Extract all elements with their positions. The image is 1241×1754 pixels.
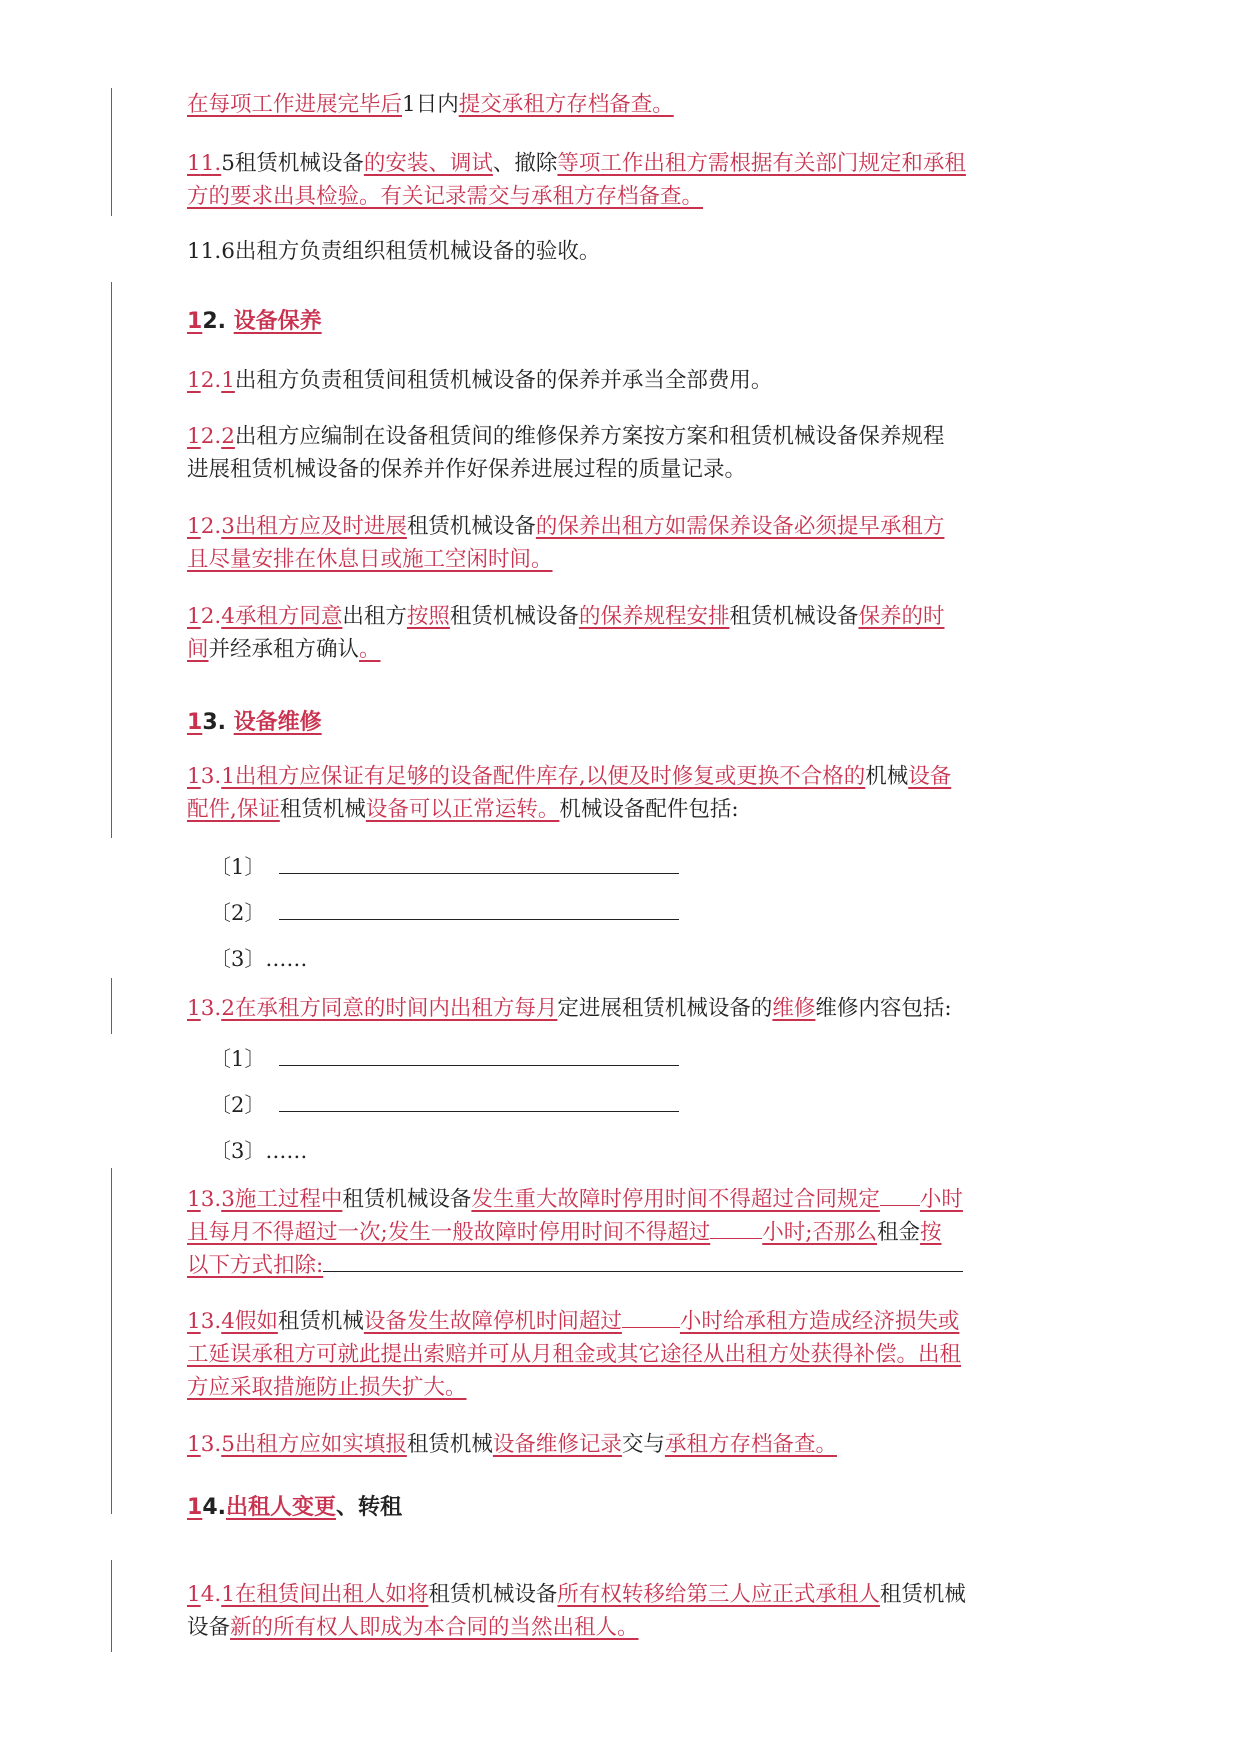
revised-number: 1 bbox=[187, 996, 201, 1021]
change-bar bbox=[111, 978, 112, 1034]
revised-text: 2在承租方同意的时间内出租方每月 bbox=[221, 996, 558, 1021]
list-marker: 〔2〕 bbox=[210, 901, 266, 925]
revised-text: 的保养出租方如需保养设备必须提早承租方 bbox=[535, 514, 945, 539]
section-number: 2. bbox=[202, 309, 226, 334]
revised-number: 1 bbox=[187, 514, 201, 539]
body-text: 1日内 bbox=[402, 92, 459, 117]
section-heading-12 bbox=[187, 304, 322, 335]
body-text: 5租赁机械设备 bbox=[221, 151, 364, 176]
body-text: 出租方应编制在设备租赁间的维修保养方案按方案和租赁机械设备保养规程 bbox=[234, 424, 945, 449]
revised-number: 1 bbox=[187, 151, 201, 176]
section-number: 4. bbox=[202, 1495, 226, 1520]
section-number: 3. bbox=[200, 764, 222, 789]
revised-text: 小时 bbox=[919, 1187, 963, 1212]
paragraph-11-5 bbox=[187, 147, 1087, 213]
revised-text: 新的所有权人即成为本合同的当然出租人。 bbox=[230, 1615, 639, 1640]
blank-hours[interactable] bbox=[710, 1220, 762, 1239]
list-marker: 〔1〕 bbox=[210, 1047, 266, 1071]
body-text: 租赁机械设备 bbox=[406, 514, 536, 539]
revised-text: 小时给承租方造成经济损失或 bbox=[679, 1309, 960, 1334]
revised-text: 设备维修记录 bbox=[492, 1432, 622, 1457]
paragraph-12-3 bbox=[187, 510, 1087, 576]
paragraph-13-5 bbox=[187, 1428, 1087, 1461]
revised-number: 1 bbox=[187, 1432, 201, 1457]
paragraph-12-1 bbox=[187, 364, 1087, 397]
paragraph-13-4 bbox=[187, 1305, 1087, 1404]
revised-text: 等项工作出租方需根据有关部门规定和承租 bbox=[557, 151, 966, 176]
revised-text: 。 bbox=[359, 637, 381, 662]
revised-number: 1 bbox=[187, 1187, 201, 1212]
body-text: 出租方 bbox=[342, 604, 407, 629]
revised-text: 3施工过程中 bbox=[221, 1187, 343, 1212]
heading-text: 设备维修 bbox=[233, 710, 322, 735]
revised-text: 间 bbox=[187, 637, 209, 662]
revised-text: 4假如 bbox=[221, 1309, 278, 1334]
revised-number: 1 bbox=[187, 424, 201, 449]
list-marker: 〔2〕 bbox=[210, 1093, 266, 1117]
revised-number: 1 bbox=[187, 1582, 201, 1607]
change-bar bbox=[111, 1168, 112, 1514]
blank-line[interactable] bbox=[279, 1093, 679, 1112]
revised-number: 1 bbox=[187, 368, 201, 393]
list-item bbox=[210, 898, 679, 928]
revised-number: 2 bbox=[221, 424, 235, 449]
revised-text: 所有权转移给第三人应正式承租人 bbox=[557, 1582, 880, 1607]
body-text: 租赁机械设备 bbox=[428, 1582, 558, 1607]
body-text: 设备 bbox=[187, 1615, 231, 1640]
revised-text: 发生重大故障时停用时间不得超过合同规定 bbox=[471, 1187, 880, 1212]
change-bar bbox=[111, 88, 112, 216]
heading-text: 设备保养 bbox=[233, 309, 322, 334]
section-number: 3. bbox=[200, 1187, 222, 1212]
section-number: 3. bbox=[202, 710, 226, 735]
body-text: 租赁机械 bbox=[406, 1432, 493, 1457]
paragraph-11-6: 11.6出租方负责组织租赁机械设备的验收。 bbox=[187, 239, 601, 264]
body-text: 、撤除 bbox=[492, 151, 558, 176]
revised-text: 配件,保证 bbox=[187, 797, 280, 822]
blank-hours[interactable] bbox=[622, 1309, 680, 1328]
body-text: 并经承租方确认 bbox=[208, 637, 360, 662]
paragraph-13-2 bbox=[187, 992, 1087, 1025]
body-text: 租赁机械设备 bbox=[729, 604, 859, 629]
body-text: 进展租赁机械设备的保养并作好保养进展过程的质量记录。 bbox=[187, 457, 747, 482]
body-text: 交与 bbox=[621, 1432, 665, 1457]
paragraph-12-2 bbox=[187, 420, 1087, 486]
revised-text: 的保养规程安排 bbox=[578, 604, 730, 629]
section-heading-13 bbox=[187, 705, 322, 736]
paragraph-12-4 bbox=[187, 600, 1087, 666]
section-heading-14 bbox=[187, 1490, 402, 1521]
section-number: 2. bbox=[200, 368, 222, 393]
body-text: 租赁机械 bbox=[279, 797, 366, 822]
body-text: 租赁机械 bbox=[277, 1309, 364, 1334]
revised-text: 工延误承租方可就此提出索赔并可从月租金或其它途径从出租方处获得补偿。出租 bbox=[187, 1342, 962, 1367]
revised-text: 4承租方同意 bbox=[221, 604, 343, 629]
blank-hours[interactable] bbox=[880, 1187, 920, 1206]
revised-number: 1 bbox=[187, 1495, 203, 1520]
revised-number: 1 bbox=[187, 764, 201, 789]
revised-number: 1 bbox=[221, 368, 235, 393]
section-number: 2. bbox=[200, 604, 222, 629]
list-item bbox=[210, 1090, 679, 1120]
revised-text: 1在租赁间出租人如将 bbox=[221, 1582, 429, 1607]
section-number: 3. bbox=[200, 1309, 222, 1334]
list-item bbox=[210, 944, 307, 974]
section-number: 1. bbox=[200, 151, 222, 176]
blank-line[interactable] bbox=[279, 1047, 679, 1066]
body-text: 机械设备配件包括: bbox=[559, 797, 739, 822]
section-number: 4. bbox=[200, 1582, 222, 1607]
paragraph-13-3 bbox=[187, 1183, 1087, 1282]
list-marker: 〔3〕…… bbox=[210, 947, 308, 971]
list-marker: 〔1〕 bbox=[210, 855, 266, 879]
revised-number: 1 bbox=[187, 1309, 201, 1334]
revised-number: 1 bbox=[187, 604, 201, 629]
body-text: 定进展租赁机械设备的 bbox=[557, 996, 773, 1021]
paragraph-13-1 bbox=[187, 760, 1087, 826]
revised-text: 按 bbox=[920, 1220, 942, 1245]
body-text: 租金 bbox=[877, 1220, 921, 1245]
section-number: 2. bbox=[200, 424, 222, 449]
revised-number: 1 bbox=[187, 710, 203, 735]
body-text: 维修内容包括: bbox=[815, 996, 952, 1021]
blank-line[interactable] bbox=[279, 855, 679, 874]
revised-text: 且每月不得超过一次;发生一般故障时停用时间不得超过 bbox=[187, 1220, 711, 1245]
list-item bbox=[210, 852, 679, 882]
revised-text: 1出租方应保证有足够的设备配件库存,以便及时修复或更换不合格的 bbox=[221, 764, 866, 789]
section-number: 3. bbox=[200, 996, 222, 1021]
section-number: 2. bbox=[200, 514, 222, 539]
revised-text: 设备 bbox=[908, 764, 952, 789]
paragraph-14-1 bbox=[187, 1578, 1087, 1644]
revised-text: 设备发生故障停机时间超过 bbox=[363, 1309, 622, 1334]
change-bar bbox=[111, 282, 112, 838]
section-number: 3. bbox=[200, 1432, 222, 1457]
revised-text: 小时;否那么 bbox=[762, 1220, 877, 1245]
body-text: 租赁机械设备 bbox=[449, 604, 579, 629]
revised-number: 1 bbox=[187, 309, 203, 334]
revised-text: 且尽量安排在休息日或施工空闲时间。 bbox=[187, 547, 553, 572]
revised-text: 5出租方应如实填报 bbox=[221, 1432, 407, 1457]
body-text: 租赁机械 bbox=[879, 1582, 966, 1607]
revised-text: 的安装、调试 bbox=[363, 151, 493, 176]
body-text: 租赁机械设备 bbox=[342, 1187, 472, 1212]
list-item bbox=[210, 1136, 307, 1166]
heading-text: 、转租 bbox=[336, 1495, 403, 1520]
list-marker: 〔3〕…… bbox=[210, 1139, 308, 1163]
revised-text: 在每项工作进展完毕后 bbox=[187, 92, 403, 117]
revised-text: 按照 bbox=[406, 604, 450, 629]
list-item bbox=[210, 1044, 679, 1074]
revised-text: 提交承租方存档备查。 bbox=[458, 92, 674, 117]
revised-text: 承租方存档备查。 bbox=[664, 1432, 837, 1457]
revised-text: 保养的时 bbox=[858, 604, 945, 629]
revised-text: 方的要求出具检验。有关记录需交与承租方存档备查。 bbox=[187, 184, 704, 209]
revised-text: 3出租方应及时进展 bbox=[221, 514, 407, 539]
revised-text: 以下方式扣除: bbox=[187, 1253, 324, 1278]
revised-text: 设备可以正常运转。 bbox=[365, 797, 560, 822]
blank-line[interactable] bbox=[279, 901, 679, 920]
paragraph-11-4-tail bbox=[187, 88, 1087, 121]
blank-deduction-method[interactable] bbox=[323, 1253, 963, 1272]
revised-text: 方应采取措施防止损失扩大。 bbox=[187, 1375, 467, 1400]
revised-text: 维修 bbox=[772, 996, 816, 1021]
heading-text: 出租人变更 bbox=[225, 1495, 336, 1520]
body-text: 出租方负责租赁间租赁机械设备的保养并承当全部费用。 bbox=[234, 368, 773, 393]
body-text: 机械 bbox=[865, 764, 909, 789]
change-bar bbox=[111, 1560, 112, 1652]
